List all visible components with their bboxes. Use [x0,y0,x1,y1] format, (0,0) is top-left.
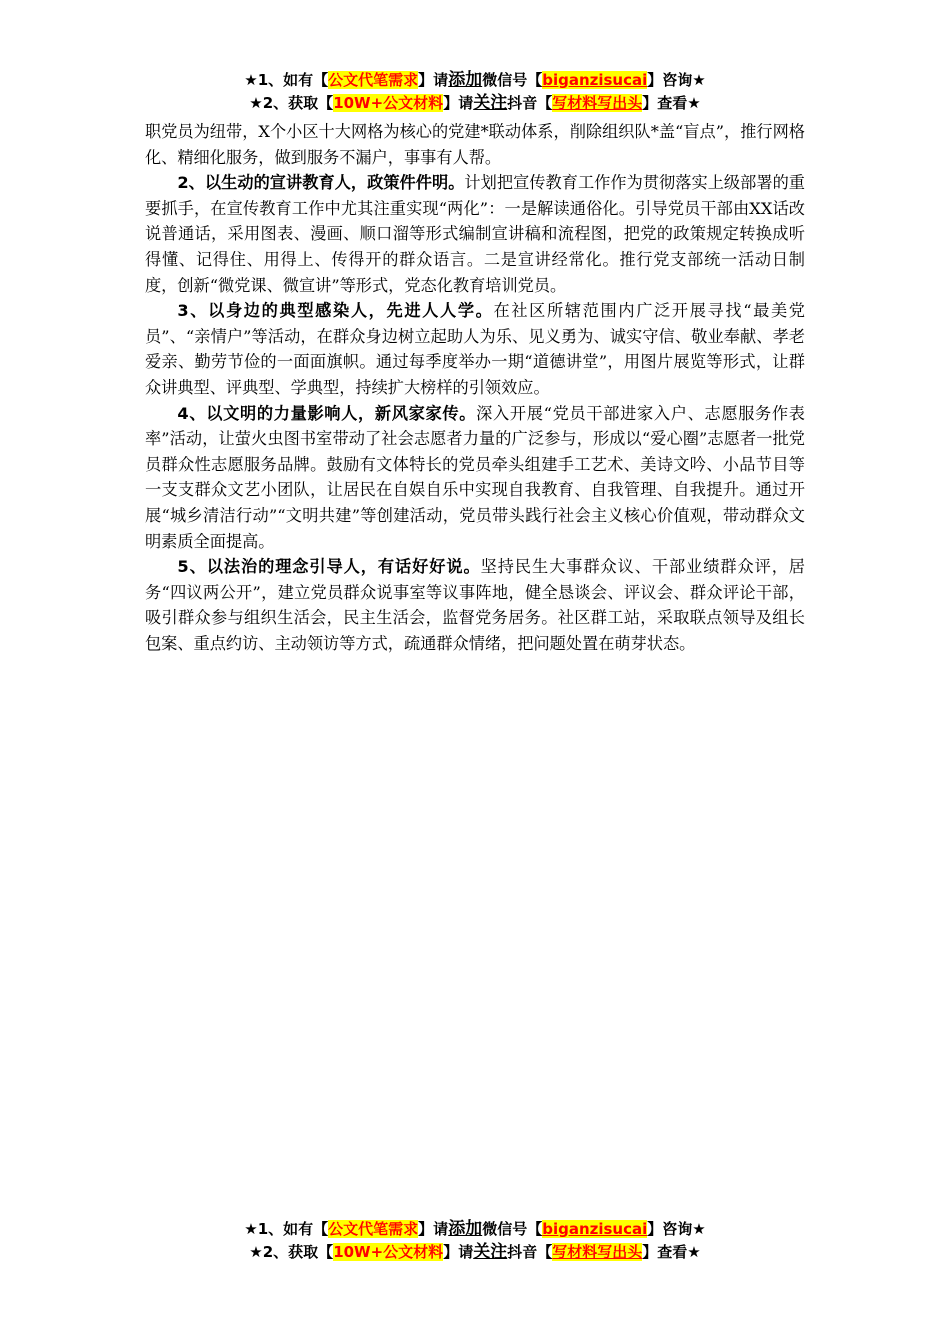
section-heading: 5、以法治的理念引导人，有话好好说。 [177,557,481,577]
banner-text: 微信号【 [482,71,543,89]
section-body: 在社区所辖范围内广泛开展寻找“最美党员”、“亲情户”等活动，在群众身边树立起助人为乐、见义勇为、诚实守信、敬业奉献、孝老爱亲、勤劳节俭的一面面旗帜。通过每季度举办一期“道德讲堂”，用图片展览等形式，让群众讲典型、评典型、学典型，持续扩大榜样的引领效应。 [145,301,805,397]
section-paragraph-2 [145,170,805,298]
banner-text: 】咨询★ [647,71,706,89]
banner-line-1 [0,69,950,92]
banner-emphasis-follow: 关注 [473,1242,508,1262]
banner-line-2 [0,1241,950,1264]
section-heading: 4、以文明的力量影响人，新风家家传。 [177,403,477,423]
banner-line-2 [0,92,950,115]
banner-text: ★1、如有【 [244,1220,329,1238]
section-heading: 3、以身边的典型感染人，先进人人学。 [177,301,494,321]
banner-text: 】请 [443,94,474,112]
section-body: 深入开展“党员干部进家入户、志愿服务作表率”活动，让萤火虫图书室带动了社会志愿者力量的广泛参与，形成以“爱心圈”志愿者一批党员群众性志愿服务品牌。鼓励有文体特长的党员牵头组建手工艺术、美诗文吟、小品节目等一支支群众文艺小团队，让居民在自娱自乐中实现自我教育、自我管理、自我提升。通过开展“城乡清洁行动”“文明共建”等创建活动，党员带头践行社会主义核心价值观，带动群众文明素质全面提高。 [145,403,805,551]
section-paragraph-5 [145,554,805,656]
section-heading: 2、以生动的宣讲教育人，政策件件明。 [177,173,465,193]
banner-wechat-id: biganzisucai [542,71,648,89]
banner-text: 】请 [443,1243,474,1261]
banner-highlight-materials: 10W+公文材料 [333,94,444,112]
banner-line-1 [0,1218,950,1241]
banner-douyin-account: 写材料写出头 [552,94,643,112]
section-paragraph-3 [145,298,805,400]
banner-text: 抖音【 [507,94,553,112]
banner-text: ★2、获取【 [249,1243,334,1261]
section-paragraph-4 [145,401,805,555]
banner-emphasis-add: 添加 [448,70,483,90]
banner-highlight-materials: 10W+公文材料 [333,1243,444,1261]
banner-text: 微信号【 [482,1220,543,1238]
banner-text: 】查看★ [642,1243,701,1261]
banner-text: 】请 [418,71,449,89]
header-banner [0,69,950,115]
banner-text: ★2、获取【 [249,94,334,112]
banner-emphasis-add: 添加 [448,1219,483,1239]
banner-text: 】请 [418,1220,449,1238]
banner-emphasis-follow: 关注 [473,93,508,113]
footer-banner [0,1218,950,1264]
section-body: 坚持民生大事群众议、干部业绩群众评，居务“四议两公开”，建立党员群众说事室等议事阵地，健全恳谈会、评议会、群众评论干部，吸引群众参与组织生活会，民主生活会，监督党务居务。社区群工站，采取联点领导及组长包案、重点约访、主动领访等方式，疏通群众情绪，把问题处置在萌芽状态。 [145,557,805,653]
banner-highlight-service: 公文代笔需求 [328,1220,419,1238]
banner-douyin-account: 写材料写出头 [552,1243,643,1261]
banner-text: 】咨询★ [647,1220,706,1238]
intro-paragraph: 职党员为纽带，X个小区十大网格为核心的党建*联动体系，削除组织队*盖“盲点”，推行网格化、精细化服务，做到服务不漏户，事事有人帮。 [145,122,805,167]
banner-text: ★1、如有【 [244,71,329,89]
banner-wechat-id: biganzisucai [542,1220,648,1238]
banner-highlight-service: 公文代笔需求 [328,71,419,89]
banner-text: 抖音【 [507,1243,553,1261]
banner-text: 】查看★ [642,94,701,112]
document-body [145,119,805,656]
section-body: 计划把宣传教育工作作为贯彻落实上级部署的重要抓手，在宣传教育工作中尤其注重实现“两化”：一是解读通俗化。引导党员干部由XX话改说普通话，采用图表、漫画、顺口溜等形式编制宣讲稿和流程图，把党的政策规定转换成听得懂、记得住、用得上、传得开的群众语言。二是宣讲经常化。推行党支部统一活动日制度，创新“微党课、微宣讲”等形式，党态化教育培训党员。 [145,173,805,295]
